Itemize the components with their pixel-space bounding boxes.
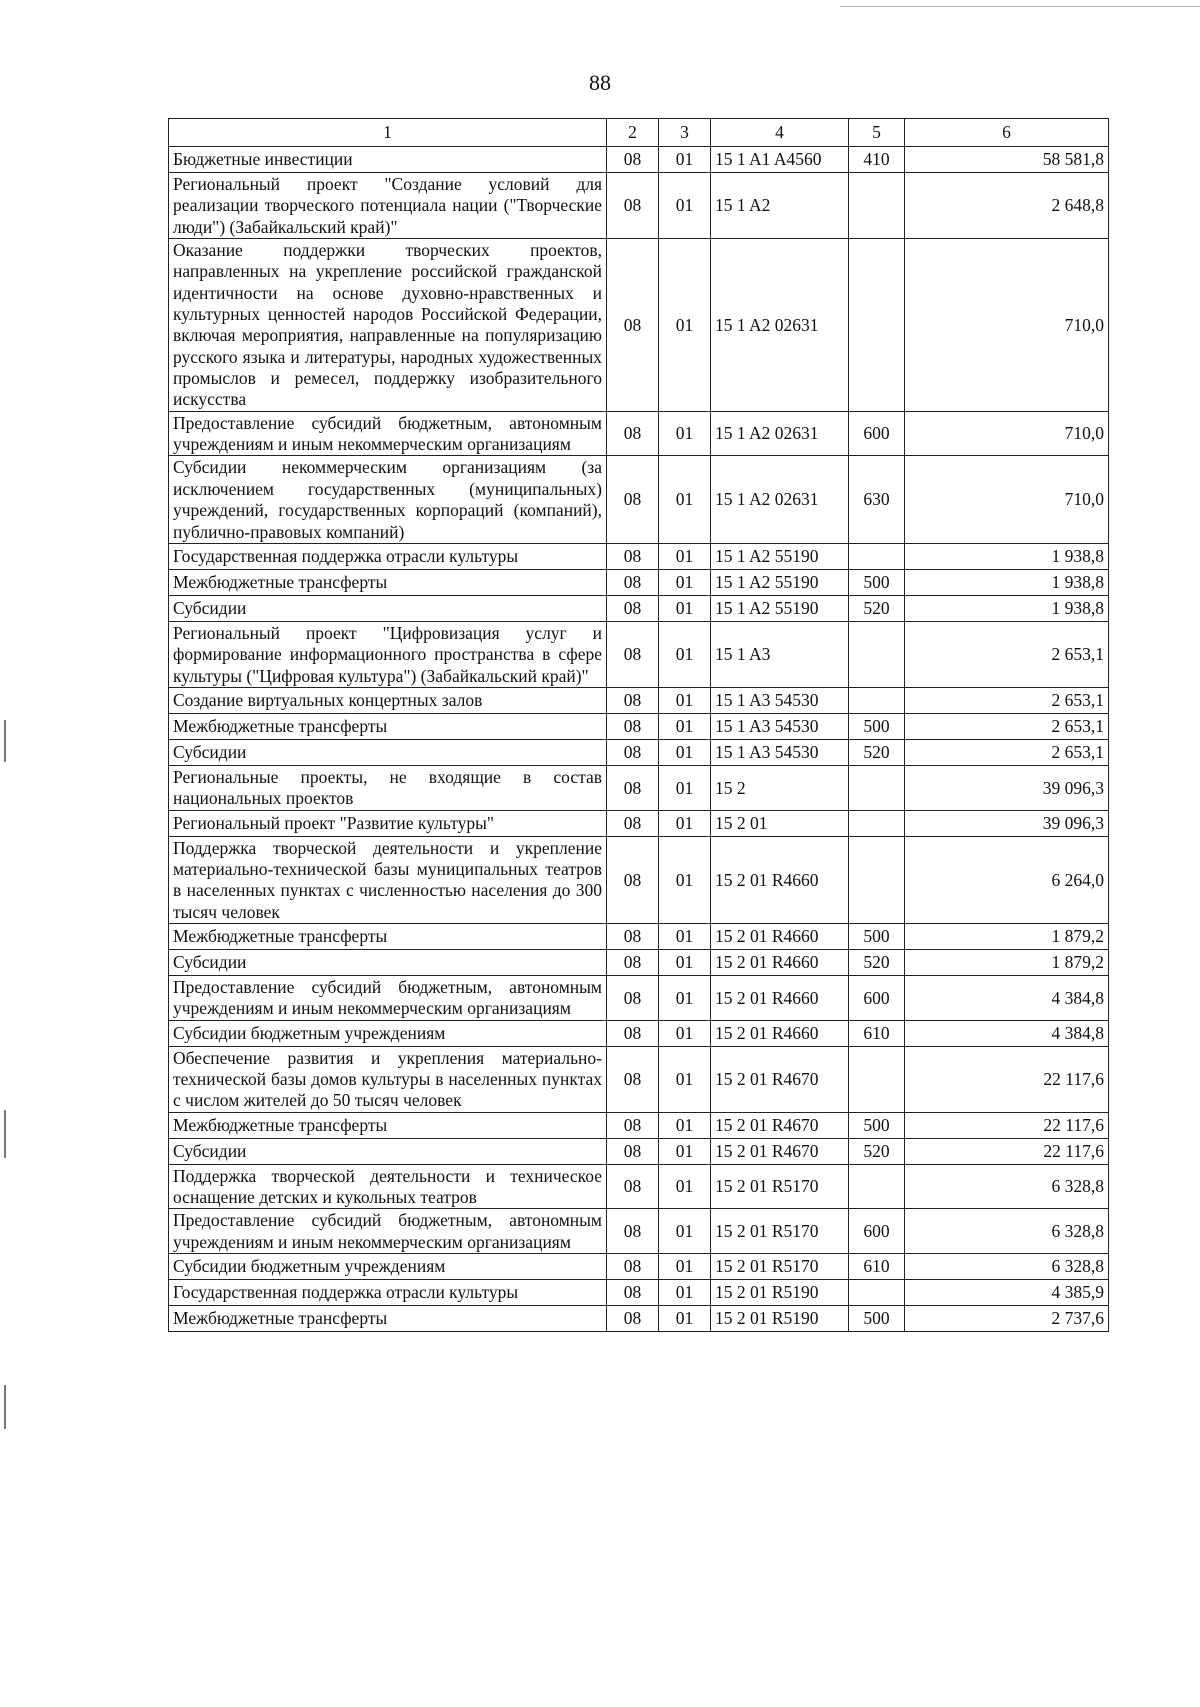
section-cell: 08 bbox=[607, 1164, 659, 1209]
table-row bbox=[169, 1209, 1109, 1254]
section-cell: 08 bbox=[607, 949, 659, 975]
section-cell: 08 bbox=[607, 456, 659, 543]
table-row bbox=[169, 543, 1109, 569]
target-code-cell: 15 2 01 R5190 bbox=[711, 1306, 849, 1332]
target-code-cell: 15 2 01 R4670 bbox=[711, 1112, 849, 1138]
row-name-cell: Региональный проект "Цифровизация услуг и формирование информационного пространства в сфере культуры ("Цифровая культура") (Забайкальский край)" bbox=[169, 621, 607, 687]
section-cell: 08 bbox=[607, 1209, 659, 1254]
row-name-cell: Обеспечение развития и укрепления материально-технической базы домов культуры в населенных пунктах с числом жителей до 50 тысяч человек bbox=[169, 1046, 607, 1112]
section-cell: 08 bbox=[607, 923, 659, 949]
table-row bbox=[169, 595, 1109, 621]
amount-cell: 22 117,6 bbox=[905, 1138, 1109, 1164]
expense-type-cell bbox=[849, 239, 905, 412]
header-cell: 6 bbox=[905, 119, 1109, 147]
expense-type-cell bbox=[849, 621, 905, 687]
subsection-cell: 01 bbox=[659, 923, 711, 949]
table-row bbox=[169, 569, 1109, 595]
section-cell: 08 bbox=[607, 687, 659, 713]
target-code-cell: 15 2 01 R4660 bbox=[711, 975, 849, 1020]
target-code-cell: 15 1 A2 55190 bbox=[711, 595, 849, 621]
subsection-cell: 01 bbox=[659, 173, 711, 239]
amount-cell: 1 879,2 bbox=[905, 949, 1109, 975]
amount-cell: 6 264,0 bbox=[905, 836, 1109, 923]
subsection-cell: 01 bbox=[659, 713, 711, 739]
subsection-cell: 01 bbox=[659, 621, 711, 687]
scan-margin-mark bbox=[4, 1385, 6, 1429]
row-name-cell: Межбюджетные трансферты bbox=[169, 1306, 607, 1332]
scan-edge-line bbox=[840, 6, 1200, 7]
row-name-cell: Предоставление субсидий бюджетным, автономным учреждениям и иным некоммерческим организациям bbox=[169, 411, 607, 456]
section-cell: 08 bbox=[607, 713, 659, 739]
expense-type-cell bbox=[849, 1164, 905, 1209]
row-name-cell: Региональные проекты, не входящие в состав национальных проектов bbox=[169, 765, 607, 810]
amount-cell: 2 737,6 bbox=[905, 1306, 1109, 1332]
row-name-cell: Региональный проект "Развитие культуры" bbox=[169, 810, 607, 836]
table-row bbox=[169, 923, 1109, 949]
scan-margin-mark bbox=[4, 720, 6, 762]
row-name-cell: Поддержка творческой деятельности и техническое оснащение детских и кукольных театров bbox=[169, 1164, 607, 1209]
target-code-cell: 15 1 A2 55190 bbox=[711, 569, 849, 595]
row-name-cell: Предоставление субсидий бюджетным, автономным учреждениям и иным некоммерческим организациям bbox=[169, 975, 607, 1020]
amount-cell: 1 938,8 bbox=[905, 543, 1109, 569]
section-cell: 08 bbox=[607, 595, 659, 621]
table-row bbox=[169, 765, 1109, 810]
target-code-cell: 15 2 01 R4660 bbox=[711, 1020, 849, 1046]
expense-type-cell bbox=[849, 765, 905, 810]
subsection-cell: 01 bbox=[659, 1306, 711, 1332]
expense-type-cell: 600 bbox=[849, 411, 905, 456]
header-cell: 5 bbox=[849, 119, 905, 147]
amount-cell: 6 328,8 bbox=[905, 1209, 1109, 1254]
expense-type-cell: 520 bbox=[849, 949, 905, 975]
amount-cell: 2 653,1 bbox=[905, 739, 1109, 765]
table-row bbox=[169, 713, 1109, 739]
section-cell: 08 bbox=[607, 621, 659, 687]
row-name-cell: Государственная поддержка отрасли культуры bbox=[169, 543, 607, 569]
expense-type-cell: 520 bbox=[849, 1138, 905, 1164]
amount-cell: 710,0 bbox=[905, 239, 1109, 412]
target-code-cell: 15 2 01 R4660 bbox=[711, 949, 849, 975]
amount-cell: 39 096,3 bbox=[905, 810, 1109, 836]
section-cell: 08 bbox=[607, 975, 659, 1020]
section-cell: 08 bbox=[607, 1306, 659, 1332]
section-cell: 08 bbox=[607, 1138, 659, 1164]
target-code-cell: 15 2 01 R5170 bbox=[711, 1164, 849, 1209]
expense-type-cell bbox=[849, 1280, 905, 1306]
subsection-cell: 01 bbox=[659, 1020, 711, 1046]
table-row bbox=[169, 1112, 1109, 1138]
table-row bbox=[169, 1280, 1109, 1306]
row-name-cell: Межбюджетные трансферты bbox=[169, 923, 607, 949]
row-name-cell: Бюджетные инвестиции bbox=[169, 147, 607, 173]
amount-cell: 4 384,8 bbox=[905, 975, 1109, 1020]
subsection-cell: 01 bbox=[659, 1209, 711, 1254]
table-row bbox=[169, 739, 1109, 765]
amount-cell: 2 653,1 bbox=[905, 713, 1109, 739]
subsection-cell: 01 bbox=[659, 411, 711, 456]
target-code-cell: 15 2 01 bbox=[711, 810, 849, 836]
subsection-cell: 01 bbox=[659, 1164, 711, 1209]
table-row bbox=[169, 1164, 1109, 1209]
header-cell: 2 bbox=[607, 119, 659, 147]
section-cell: 08 bbox=[607, 411, 659, 456]
subsection-cell: 01 bbox=[659, 595, 711, 621]
header-cell: 3 bbox=[659, 119, 711, 147]
expense-type-cell bbox=[849, 836, 905, 923]
expense-type-cell bbox=[849, 543, 905, 569]
subsection-cell: 01 bbox=[659, 739, 711, 765]
row-name-cell: Субсидии bbox=[169, 949, 607, 975]
subsection-cell: 01 bbox=[659, 975, 711, 1020]
expense-type-cell: 520 bbox=[849, 739, 905, 765]
table-row bbox=[169, 239, 1109, 412]
expense-type-cell: 600 bbox=[849, 1209, 905, 1254]
expense-type-cell bbox=[849, 810, 905, 836]
table-row bbox=[169, 1046, 1109, 1112]
table-row bbox=[169, 1020, 1109, 1046]
row-name-cell: Субсидии bbox=[169, 595, 607, 621]
subsection-cell: 01 bbox=[659, 1112, 711, 1138]
table-row bbox=[169, 621, 1109, 687]
target-code-cell: 15 1 A2 55190 bbox=[711, 543, 849, 569]
section-cell: 08 bbox=[607, 1046, 659, 1112]
amount-cell: 2 653,1 bbox=[905, 621, 1109, 687]
table-row bbox=[169, 147, 1109, 173]
target-code-cell: 15 2 01 R5170 bbox=[711, 1254, 849, 1280]
row-name-cell: Межбюджетные трансферты bbox=[169, 1112, 607, 1138]
expense-type-cell: 500 bbox=[849, 923, 905, 949]
subsection-cell: 01 bbox=[659, 569, 711, 595]
expense-type-cell: 500 bbox=[849, 1306, 905, 1332]
subsection-cell: 01 bbox=[659, 1254, 711, 1280]
expense-type-cell bbox=[849, 173, 905, 239]
scan-margin-mark bbox=[4, 1110, 6, 1158]
amount-cell: 58 581,8 bbox=[905, 147, 1109, 173]
expense-type-cell: 630 bbox=[849, 456, 905, 543]
row-name-cell: Субсидии некоммерческим организациям (за исключением государственных (муниципальных) учреждений, государственных корпораций (компаний), публично-правовых компаний) bbox=[169, 456, 607, 543]
subsection-cell: 01 bbox=[659, 810, 711, 836]
expense-type-cell: 410 bbox=[849, 147, 905, 173]
expense-type-cell bbox=[849, 1046, 905, 1112]
table-row bbox=[169, 836, 1109, 923]
amount-cell: 1 879,2 bbox=[905, 923, 1109, 949]
table-row bbox=[169, 1306, 1109, 1332]
header-row bbox=[169, 119, 1109, 147]
subsection-cell: 01 bbox=[659, 1138, 711, 1164]
section-cell: 08 bbox=[607, 739, 659, 765]
target-code-cell: 15 1 A2 02631 bbox=[711, 239, 849, 412]
amount-cell: 4 385,9 bbox=[905, 1280, 1109, 1306]
table-row bbox=[169, 456, 1109, 543]
row-name-cell: Региональный проект "Создание условий для реализации творческого потенциала нации ("Творческие люди") (Забайкальский край)" bbox=[169, 173, 607, 239]
section-cell: 08 bbox=[607, 543, 659, 569]
expense-type-cell bbox=[849, 687, 905, 713]
expense-type-cell: 610 bbox=[849, 1254, 905, 1280]
row-name-cell: Создание виртуальных концертных залов bbox=[169, 687, 607, 713]
amount-cell: 1 938,8 bbox=[905, 569, 1109, 595]
target-code-cell: 15 2 01 R5190 bbox=[711, 1280, 849, 1306]
table-row bbox=[169, 949, 1109, 975]
target-code-cell: 15 2 01 R4670 bbox=[711, 1138, 849, 1164]
subsection-cell: 01 bbox=[659, 687, 711, 713]
table-row bbox=[169, 411, 1109, 456]
table-row bbox=[169, 687, 1109, 713]
subsection-cell: 01 bbox=[659, 1280, 711, 1306]
target-code-cell: 15 1 A3 bbox=[711, 621, 849, 687]
target-code-cell: 15 2 01 R4660 bbox=[711, 836, 849, 923]
section-cell: 08 bbox=[607, 1020, 659, 1046]
subsection-cell: 01 bbox=[659, 543, 711, 569]
section-cell: 08 bbox=[607, 810, 659, 836]
expense-type-cell: 500 bbox=[849, 569, 905, 595]
expense-type-cell: 500 bbox=[849, 713, 905, 739]
amount-cell: 6 328,8 bbox=[905, 1164, 1109, 1209]
section-cell: 08 bbox=[607, 173, 659, 239]
target-code-cell: 15 2 01 R4660 bbox=[711, 923, 849, 949]
subsection-cell: 01 bbox=[659, 147, 711, 173]
target-code-cell: 15 2 bbox=[711, 765, 849, 810]
row-name-cell: Субсидии бюджетным учреждениям bbox=[169, 1254, 607, 1280]
section-cell: 08 bbox=[607, 239, 659, 412]
amount-cell: 1 938,8 bbox=[905, 595, 1109, 621]
section-cell: 08 bbox=[607, 569, 659, 595]
amount-cell: 710,0 bbox=[905, 456, 1109, 543]
target-code-cell: 15 1 A1 A4560 bbox=[711, 147, 849, 173]
row-name-cell: Предоставление субсидий бюджетным, автономным учреждениям и иным некоммерческим организациям bbox=[169, 1209, 607, 1254]
target-code-cell: 15 1 A3 54530 bbox=[711, 687, 849, 713]
amount-cell: 710,0 bbox=[905, 411, 1109, 456]
amount-cell: 2 648,8 bbox=[905, 173, 1109, 239]
target-code-cell: 15 1 A2 02631 bbox=[711, 456, 849, 543]
header-cell: 4 bbox=[711, 119, 849, 147]
expense-type-cell: 520 bbox=[849, 595, 905, 621]
row-name-cell: Межбюджетные трансферты bbox=[169, 569, 607, 595]
target-code-cell: 15 2 01 R4670 bbox=[711, 1046, 849, 1112]
table-body bbox=[169, 147, 1109, 1332]
table-row bbox=[169, 1254, 1109, 1280]
row-name-cell: Субсидии бюджетным учреждениям bbox=[169, 1020, 607, 1046]
amount-cell: 2 653,1 bbox=[905, 687, 1109, 713]
section-cell: 08 bbox=[607, 1254, 659, 1280]
row-name-cell: Оказание поддержки творческих проектов, направленных на укрепление российской гражданской идентичности на основе духовно-нравственных и культурных ценностей народов Российской Федерации, включая мероприятия, направленные на популяризацию русского языка и литературы, народных художественных промыслов и ремесел, поддержку изобразительного искусства bbox=[169, 239, 607, 412]
table-row bbox=[169, 1138, 1109, 1164]
subsection-cell: 01 bbox=[659, 949, 711, 975]
section-cell: 08 bbox=[607, 147, 659, 173]
section-cell: 08 bbox=[607, 836, 659, 923]
section-cell: 08 bbox=[607, 1280, 659, 1306]
row-name-cell: Государственная поддержка отрасли культуры bbox=[169, 1280, 607, 1306]
section-cell: 08 bbox=[607, 765, 659, 810]
amount-cell: 6 328,8 bbox=[905, 1254, 1109, 1280]
target-code-cell: 15 1 A2 02631 bbox=[711, 411, 849, 456]
section-cell: 08 bbox=[607, 1112, 659, 1138]
subsection-cell: 01 bbox=[659, 239, 711, 412]
amount-cell: 4 384,8 bbox=[905, 1020, 1109, 1046]
row-name-cell: Субсидии bbox=[169, 739, 607, 765]
expense-type-cell: 610 bbox=[849, 1020, 905, 1046]
target-code-cell: 15 1 A2 bbox=[711, 173, 849, 239]
table-row bbox=[169, 173, 1109, 239]
target-code-cell: 15 1 A3 54530 bbox=[711, 739, 849, 765]
header-cell: 1 bbox=[169, 119, 607, 147]
page-number: 88 bbox=[589, 70, 611, 95]
subsection-cell: 01 bbox=[659, 1046, 711, 1112]
subsection-cell: 01 bbox=[659, 765, 711, 810]
target-code-cell: 15 1 A3 54530 bbox=[711, 713, 849, 739]
expense-type-cell: 500 bbox=[849, 1112, 905, 1138]
table-row bbox=[169, 975, 1109, 1020]
target-code-cell: 15 2 01 R5170 bbox=[711, 1209, 849, 1254]
row-name-cell: Субсидии bbox=[169, 1138, 607, 1164]
amount-cell: 39 096,3 bbox=[905, 765, 1109, 810]
budget-table bbox=[168, 118, 1109, 1332]
expense-type-cell: 600 bbox=[849, 975, 905, 1020]
table-row bbox=[169, 810, 1109, 836]
subsection-cell: 01 bbox=[659, 836, 711, 923]
row-name-cell: Поддержка творческой деятельности и укрепление материально-технической базы муниципальных театров в населенных пунктах с численностью населения до 300 тысяч человек bbox=[169, 836, 607, 923]
subsection-cell: 01 bbox=[659, 456, 711, 543]
row-name-cell: Межбюджетные трансферты bbox=[169, 713, 607, 739]
amount-cell: 22 117,6 bbox=[905, 1112, 1109, 1138]
amount-cell: 22 117,6 bbox=[905, 1046, 1109, 1112]
